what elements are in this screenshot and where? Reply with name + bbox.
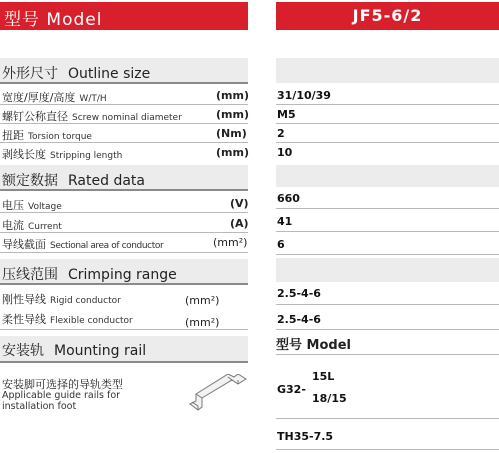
outline-value-header <box>276 58 499 83</box>
outline-value-stripping: 10 <box>277 146 293 159</box>
crimping-row-rigid: 刚性导线 Rigid conductor <box>2 293 121 306</box>
crimping-section-header <box>0 259 248 284</box>
rail-section-title: 安装轨 Mounting rail <box>2 343 147 359</box>
model-header-right <box>276 2 499 30</box>
rated-row-voltage: 电压 Voltage <box>2 199 62 212</box>
crimping-unit-rigid: (mm²) <box>185 294 220 307</box>
outline-value-screw: M5 <box>277 108 296 121</box>
model-header-label: 型号 Model <box>4 10 103 30</box>
rail-section-header <box>0 336 248 361</box>
outline-value-dimensions: 31/10/39 <box>277 89 331 102</box>
rail-desc-en-line2: installation foot <box>2 401 77 412</box>
outline-row-stripping: 剥线长度 Stripping length <box>2 148 123 161</box>
model-header-left <box>0 2 248 30</box>
outline-row-screw: 螺钉公称直径 Screw nominal diameter <box>2 110 182 123</box>
rated-value-section: 6 <box>277 238 285 251</box>
outline-row-torque: 扭距 Torsion torque <box>2 129 92 142</box>
outline-unit-torque: (Nm) <box>216 127 247 140</box>
rated-section-header <box>0 165 248 190</box>
rail-g32-option-15l: 15L <box>312 370 335 383</box>
crimping-section-title: 压线范围 Crimping range <box>2 267 177 283</box>
outline-section-header <box>0 58 248 83</box>
crimping-value-header <box>276 258 499 282</box>
rated-value-voltage: 660 <box>277 192 300 205</box>
outline-row-dimensions: 宽度/厚度/高度 W/T/H <box>2 91 107 104</box>
rated-unit-section: (mm²) <box>213 236 248 249</box>
crimping-value-flexible: 2.5-4-6 <box>277 313 321 326</box>
outline-unit-dimensions: (mm) <box>216 89 249 102</box>
rail-g32-prefix: G32- <box>277 383 306 396</box>
crimping-unit-flexible: (mm²) <box>185 316 220 329</box>
outline-unit-screw: (mm) <box>216 108 249 121</box>
rated-unit-current: (A) <box>230 217 249 230</box>
rated-row-section: 导线截面 Sectional area of conductor <box>2 238 164 251</box>
rated-unit-voltage: (V) <box>230 197 249 210</box>
rail-desc-en-line1: Applicable guide rails for <box>2 390 121 401</box>
model-number: JF5-6/2 <box>352 6 423 25</box>
rail-desc-cn: 安装脚可选择的导轨类型 <box>2 378 123 391</box>
rated-value-current: 41 <box>277 215 293 228</box>
din-rail-icon <box>188 374 250 414</box>
outline-unit-stripping: (mm) <box>216 146 249 159</box>
rated-section-title: 额定数据 Rated data <box>2 173 145 189</box>
rated-row-current: 电流 Current <box>2 219 62 232</box>
rail-th35: TH35-7.5 <box>277 430 334 443</box>
crimping-row-flexible: 柔性导线 Flexible conductor <box>2 313 133 326</box>
crimping-value-rigid: 2.5-4-6 <box>277 287 321 300</box>
rail-model-label: 型号 Model <box>276 338 351 353</box>
rated-value-header <box>276 165 499 187</box>
rail-g32-option-18-15: 18/15 <box>312 392 347 405</box>
outline-value-torque: 2 <box>277 127 285 140</box>
outline-section-title: 外形尺寸 Outline size <box>2 66 151 82</box>
